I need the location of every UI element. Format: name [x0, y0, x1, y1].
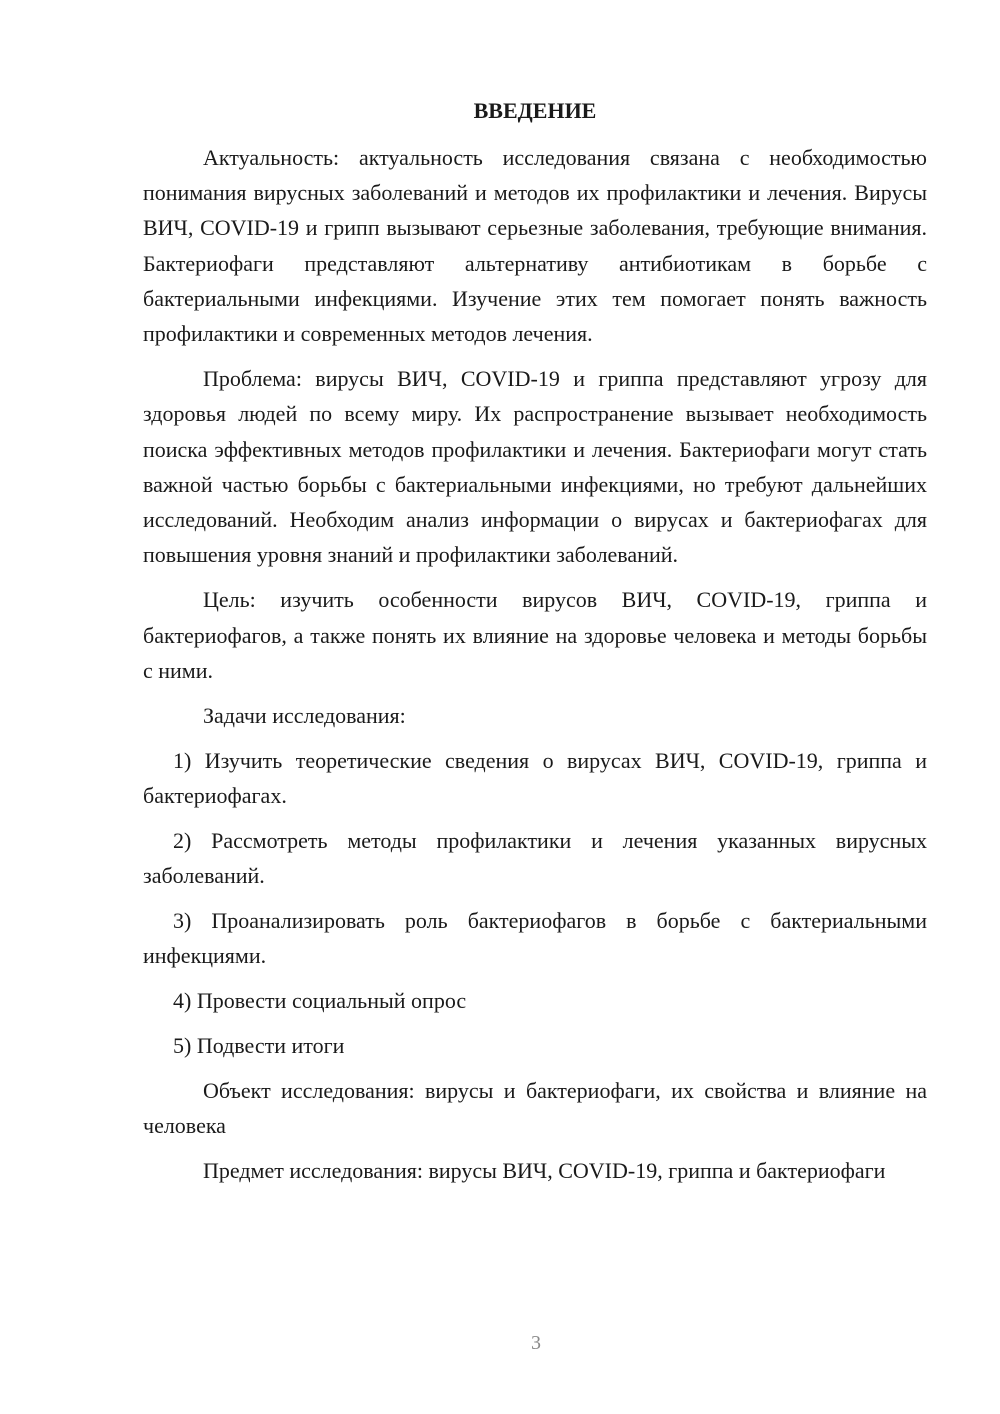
page-content [143, 96, 927, 1199]
task-item-1: 1) Изучить теоретические сведения о вирусах ВИЧ, COVID-19, гриппа и бактериофагах. [143, 748, 927, 809]
relevance-paragraph: Актуальность: актуальность исследования связана с необходимостью понимания вирусных заболеваний и методов их профилактики и лечения. Вирусы ВИЧ, COVID-19 и грипп вызывают серьезные заболевания, требующие внимания. Бактериофаги представляют альтернативу антибиотикам в борьбе с бактериальными инфекциями. Изучение этих тем помогает понять важность профилактики и современных методов лечения. [143, 145, 927, 347]
goal-paragraph: Цель: изучить особенности вирусов ВИЧ, COVID-19, гриппа и бактериофагов, а также понять их влияние на здоровье человека и методы борьбы с ними. [143, 587, 927, 683]
section-heading: ВВЕДЕНИЕ [473, 98, 597, 123]
page-number: 3 [531, 1332, 541, 1354]
task-item-4: 4) Провести социальный опрос [173, 988, 467, 1014]
subject-paragraph: Предмет исследования: вирусы ВИЧ, COVID-19, гриппа и бактериофаги [203, 1158, 886, 1184]
task-item-3: 3) Проанализировать роль бактериофагов в борьбе с бактериальными инфекциями. [143, 908, 927, 969]
tasks-heading: Задачи исследования: [203, 703, 406, 729]
object-paragraph: Объект исследования: вирусы и бактериофаги, их свойства и влияние на человека [143, 1078, 927, 1139]
task-item-2: 2) Рассмотреть методы профилактики и лечения указанных вирусных заболеваний. [143, 828, 927, 889]
problem-paragraph: Проблема: вирусы ВИЧ, COVID-19 и гриппа представляют угрозу для здоровья людей по всему миру. Их распространение вызывает необходимость поиска эффективных методов профилактики и лечения. Бактериофаги могут стать важной частью борьбы с бактериальными инфекциями, но требуют дальнейших исследований. Необходим анализ информации о вирусах и бактериофагах для повышения уровня знаний и профилактики заболеваний. [143, 366, 927, 568]
task-item-5: 5) Подвести итоги [173, 1033, 345, 1059]
